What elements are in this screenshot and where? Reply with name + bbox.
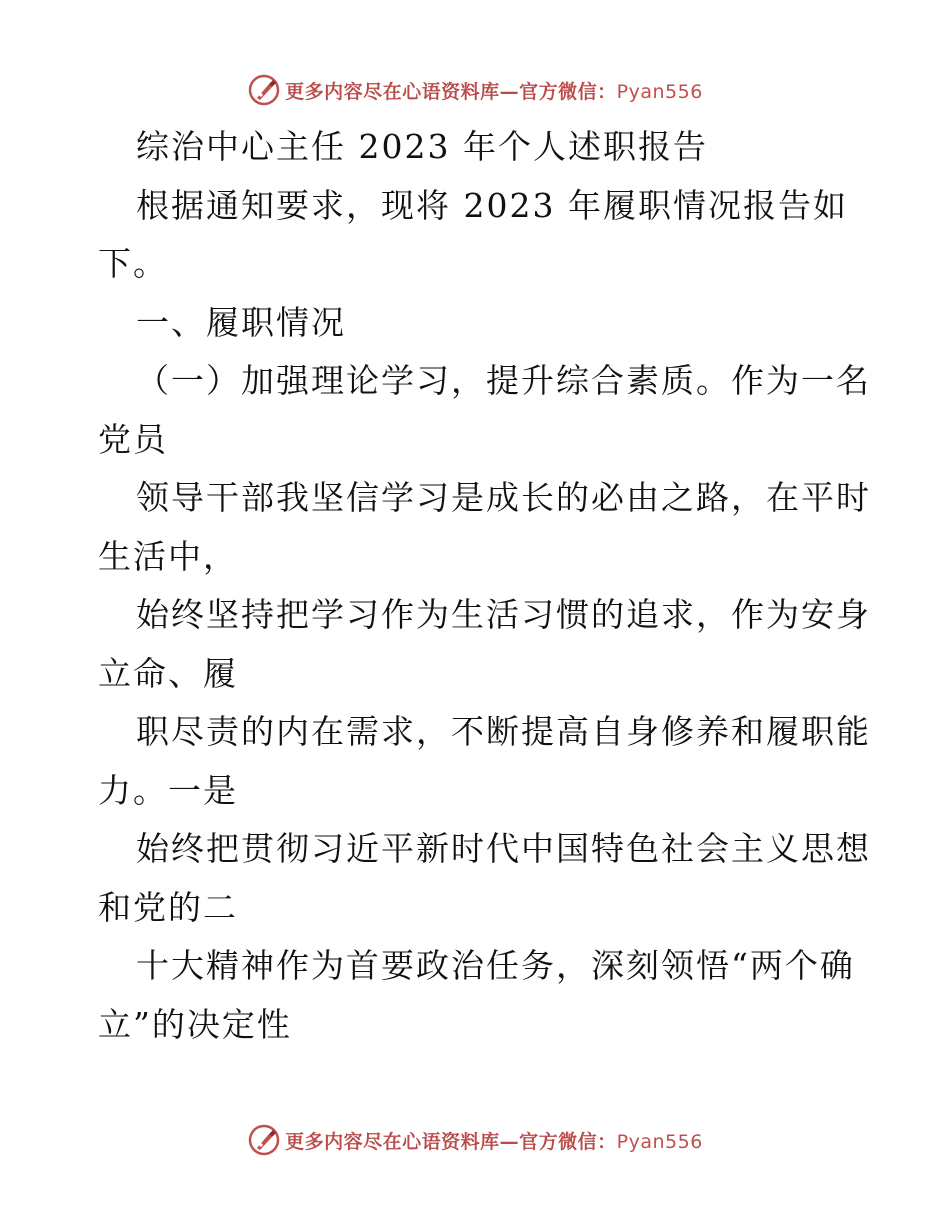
banner-wechat-id: Pyan556 [616,1130,703,1153]
doc-line: 十大精神作为首要政治任务，深刻领悟“两个确 [136,946,855,985]
doc-line: 立”的决定性 [98,1004,292,1044]
banner-wechat-id: Pyan556 [616,80,703,103]
doc-line: 立命、履 [98,653,238,693]
banner-text-cn: 更多内容尽在心语资料库—官方微信： [285,1130,617,1153]
pen-nib-logo-icon [247,1123,281,1157]
pen-nib-logo-icon [247,73,281,107]
doc-line: 始终把贯彻习近平新时代中国特色社会主义思想 [136,829,871,868]
doc-line: 始终坚持把学习作为生活习惯的追求，作为安身 [136,595,871,634]
banner-text [285,77,703,104]
doc-line: 党员 [98,419,168,459]
banner-text-cn: 更多内容尽在心语资料库—官方微信： [285,80,617,103]
doc-line: 下。 [98,244,168,283]
doc-line: 根据通知要求，现将 2023 年履职情况报告如 [136,185,848,225]
section-heading: 一、履职情况 [136,302,346,342]
doc-title: 综治中心主任 2023 年个人述职报告 [136,127,708,166]
document-body [98,118,871,1054]
doc-line: 生活中， [98,536,238,576]
banner-text [285,1127,703,1154]
doc-line: 力。一是 [98,770,238,810]
footer-watermark-banner [0,1120,950,1160]
subsection-heading: （一）加强理论学习，提升综合素质。作为一名 [136,361,871,400]
doc-line: 和党的二 [98,887,238,927]
header-watermark-banner [0,70,950,110]
doc-line: 领导干部我坚信学习是成长的必由之路，在平时 [136,478,871,517]
doc-line: 职尽责的内在需求，不断提高自身修养和履职能 [136,712,871,751]
